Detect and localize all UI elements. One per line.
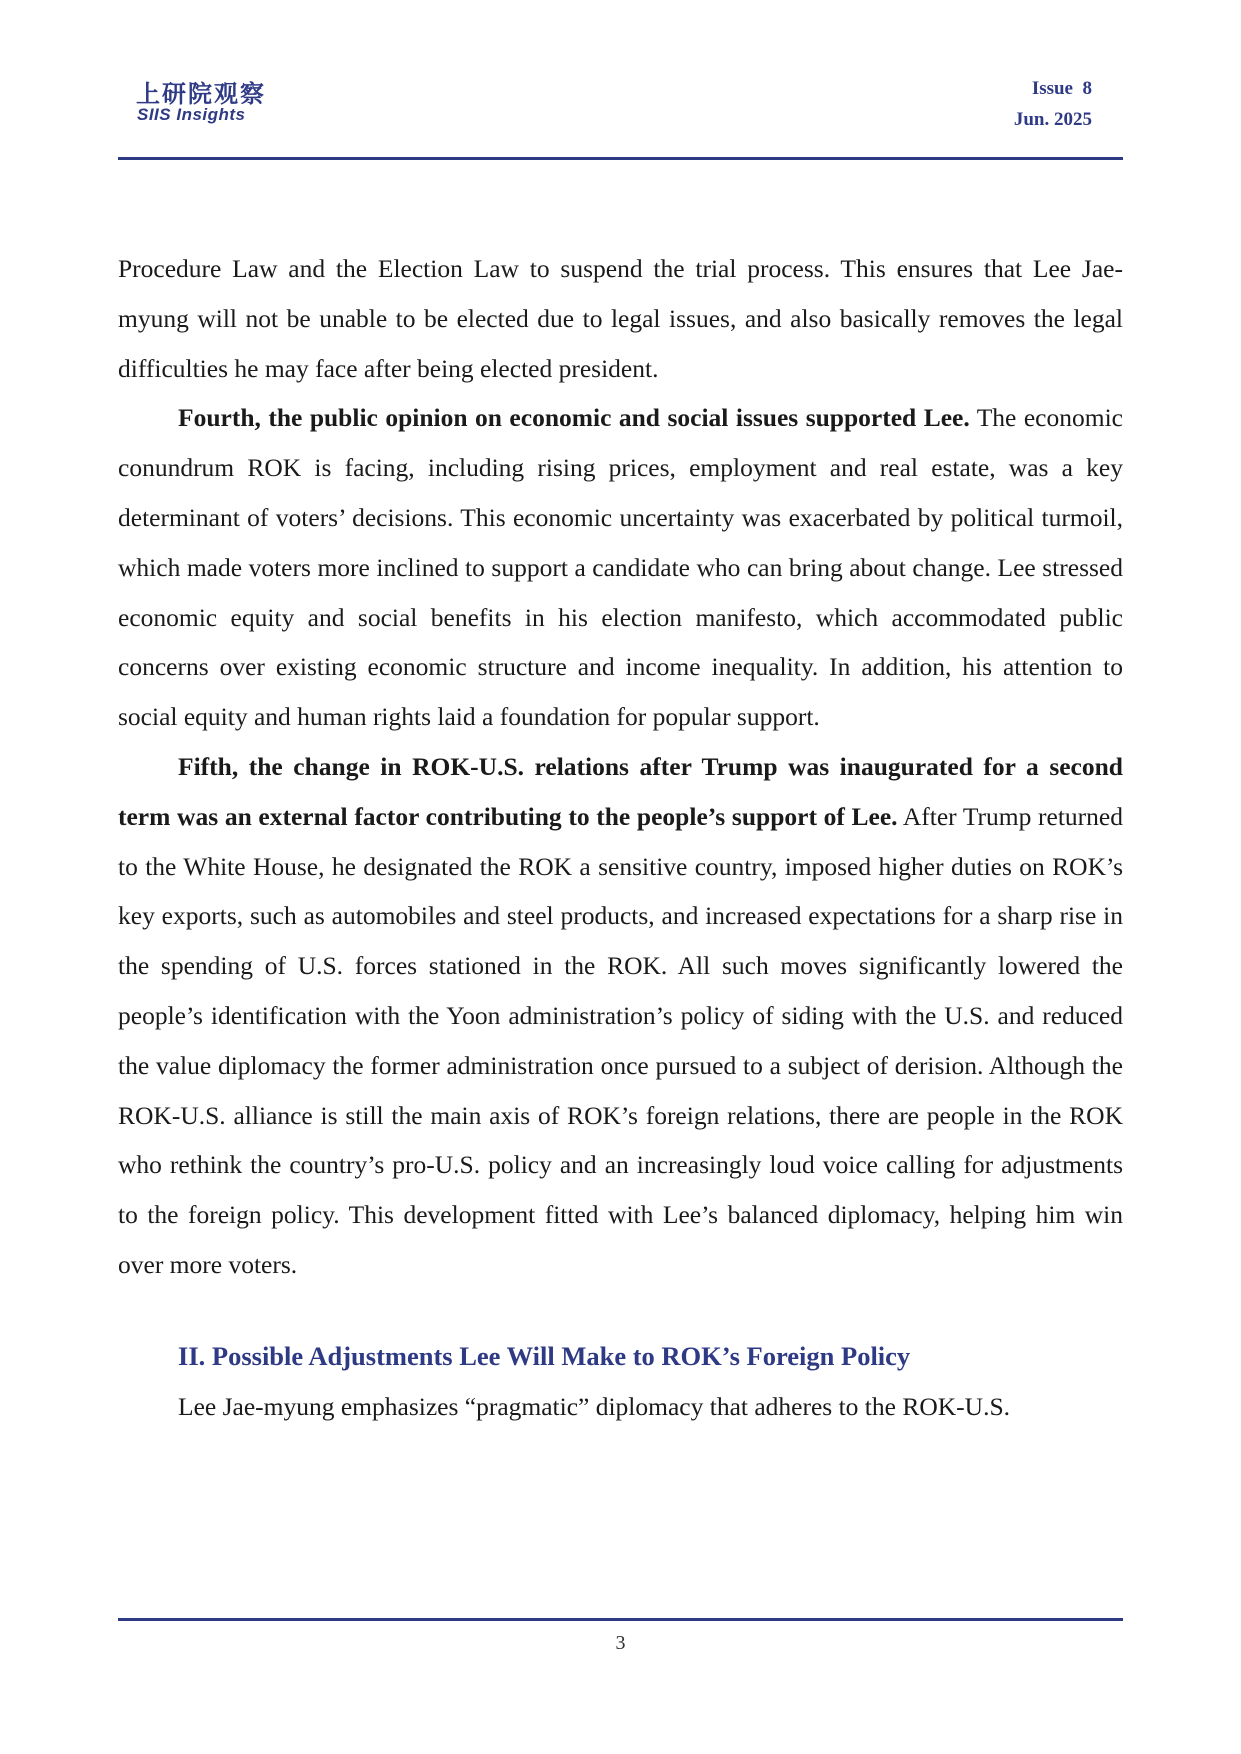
issue-date: Jun. 2025 (1013, 109, 1092, 130)
paragraph-fifth (118, 742, 1123, 1290)
paragraph-text: The economic conundrum ROK is facing, including rising prices, employment and real estate, was a key determinant of voters’ decisions. This economic uncertainty was exacerbated by political turmoil, which made voters more inclined to support a candidate who can bring about change. Lee stressed economic equity and social benefits in his election manifesto, which accommodated public concerns over existing economic structure and income inequality. In addition, his attention to social equity and human rights laid a foundation for popular support. (118, 403, 1123, 732)
paragraph-lead: Fourth, the public opinion on economic and social issues supported Lee. (178, 403, 970, 433)
paragraph-section-intro: Lee Jae-myung emphasizes “pragmatic” diplomacy that adheres to the ROK-U.S. (178, 1391, 1011, 1421)
section-heading: II. Possible Adjustments Lee Will Make to ROK’s Foreign Policy (178, 1340, 911, 1371)
paragraph-text: After Trump returned to the White House, he designated the ROK a sensitive country, imposed higher duties on ROK’s key exports, such as automobiles and steel products, and increased expectations for a sharp rise in the spending of U.S. forces stationed in the ROK. All such moves significantly lowered the people’s identification with the Yoon administration’s policy of siding with the U.S. and reduced the value diplomacy the former administration once pursued to a subject of derision. Although the ROK-U.S. alliance is still the main axis of ROK’s foreign relations, there are people in the ROK who rethink the country’s pro-U.S. policy and an increasingly loud voice calling for adjustments to the foreign policy. This development fitted with Lee’s balanced diplomacy, helping him win over more voters. (118, 801, 1123, 1279)
article-body (118, 244, 1123, 1431)
issue-info (1014, 73, 1092, 135)
header-divider (118, 157, 1123, 160)
page-header (0, 0, 1241, 160)
paragraph-fourth (118, 393, 1123, 742)
logo-chinese: 上研院观察 (136, 79, 266, 108)
paragraph-continuation: Procedure Law and the Election Law to suspend the trial process. This ensures that Lee Jae-myung will not be unable to be elected due to legal issues, and also basically removes the legal difficulties he may face after being elected president. (118, 254, 1123, 383)
page-number: 3 (615, 1632, 626, 1654)
logo-english: SIIS Insights (137, 105, 246, 124)
paragraph-lead: Fifth, the change in ROK-U.S. relations after Trump was inaugurated for a second term was an external factor contributing to the people’s support of Lee. (118, 751, 1123, 831)
issue-number: Issue 8 (1031, 78, 1092, 99)
footer-divider (118, 1618, 1123, 1621)
